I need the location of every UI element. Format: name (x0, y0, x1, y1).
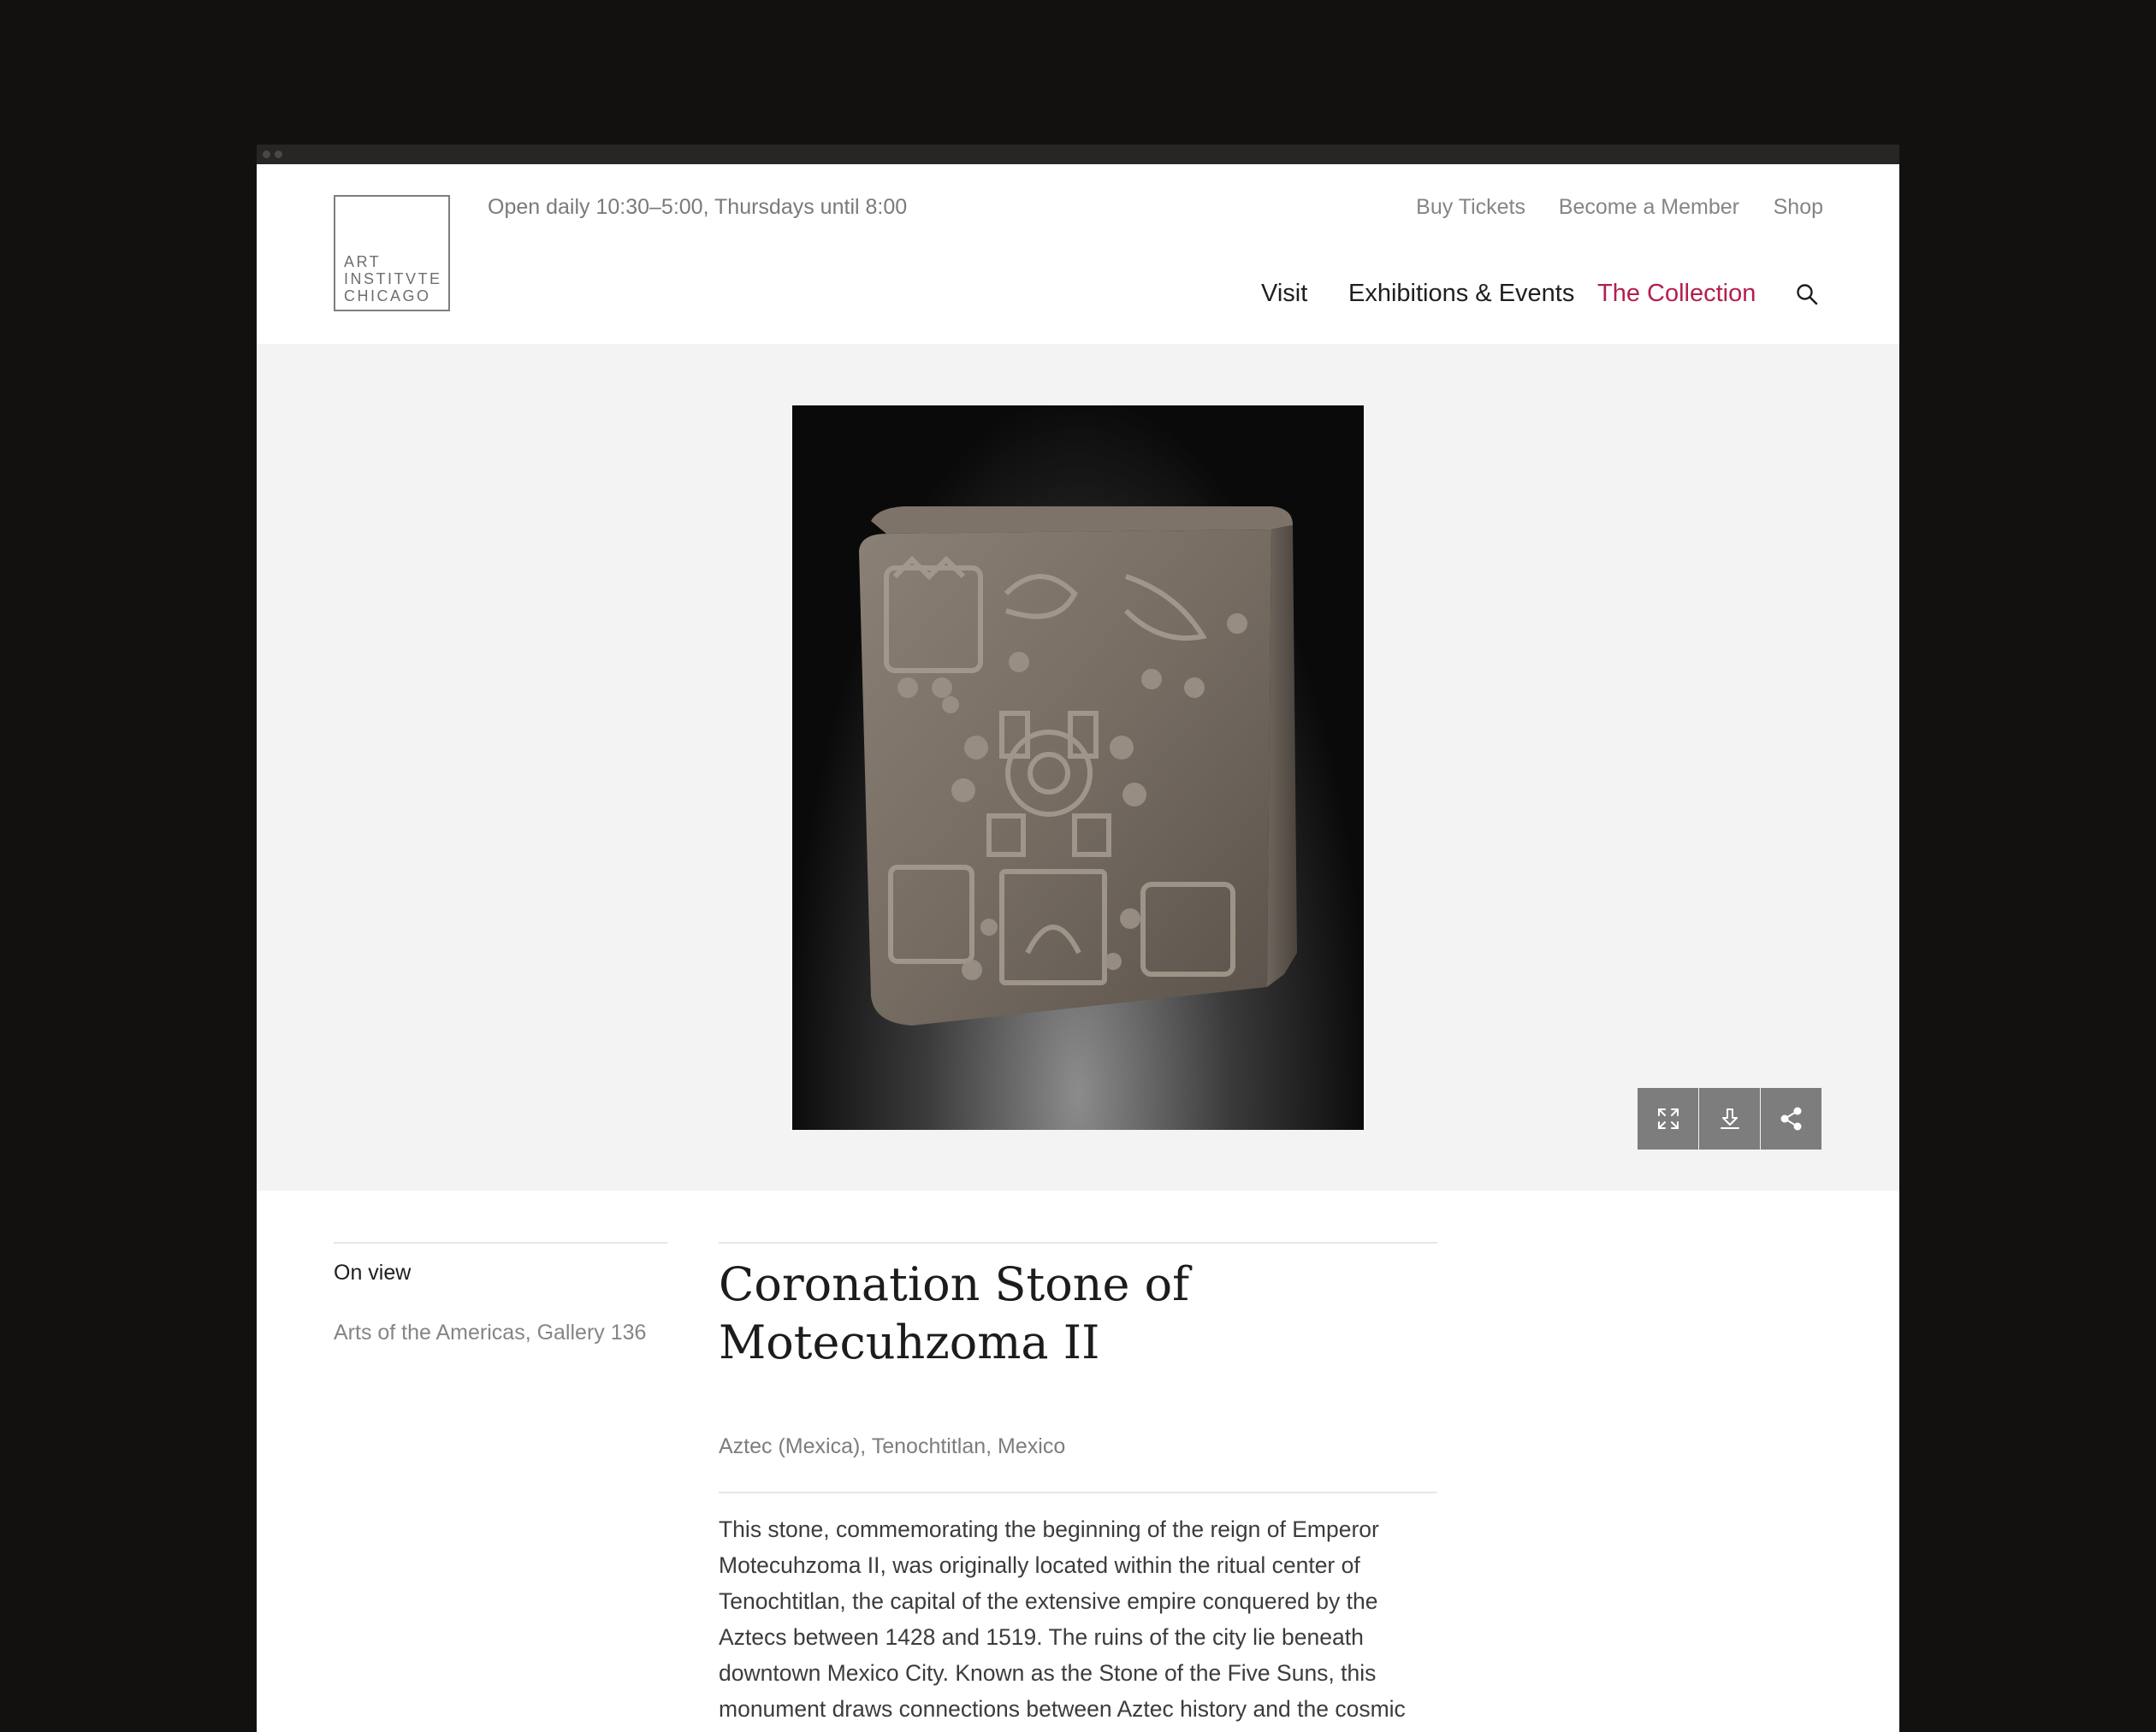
become-member-link[interactable]: Become a Member (1558, 195, 1739, 219)
share-button[interactable] (1761, 1088, 1821, 1150)
expand-button[interactable] (1638, 1088, 1698, 1150)
share-icon (1779, 1106, 1804, 1132)
artwork-description: This stone, commemorating the beginning of the reign of Emperor Motecuhzoma II, was originally located within the ritual center of Tenochtitlan, the capital of the extensive empire conquered by the Aztecs between 1428 and 1519. The ruins of the city lie beneath downtown Mexico City. Known as the Stone of the Five Suns, this monument draws connections between Aztec history and the cosmic (719, 1516, 1406, 1722)
expand-icon (1656, 1106, 1681, 1132)
opening-hours: Open daily 10:30–5:00, Thursdays until 8:00 (488, 195, 908, 219)
download-icon (1717, 1106, 1743, 1132)
artwork-title: Coronation Stone of Motecuhzoma II (719, 1257, 1190, 1369)
search-icon[interactable] (1795, 282, 1819, 306)
nav-exhibitions-events[interactable]: Exhibitions & Events (1348, 280, 1575, 307)
artwork-origin: Aztec (Mexica), Tenochtitlan, Mexico (719, 1434, 1066, 1458)
on-view-sidebar (334, 1242, 667, 1345)
divider (719, 1492, 1437, 1493)
logo-line: CHICAGO (344, 287, 431, 304)
artwork-details (719, 1242, 1437, 1369)
on-view-label: On view (334, 1261, 412, 1285)
nav-visit[interactable]: Visit (1261, 280, 1308, 307)
image-toolbar (1638, 1088, 1821, 1150)
window-control-dot[interactable] (263, 151, 270, 158)
logo-line: ART (344, 253, 382, 270)
browser-window (257, 145, 1899, 1732)
site-header (257, 164, 1899, 344)
coronation-stone-illustration (792, 405, 1364, 1130)
artwork-hero (257, 344, 1899, 1191)
nav-the-collection[interactable]: The Collection (1597, 280, 1756, 307)
download-button[interactable] (1699, 1088, 1760, 1150)
museum-logo[interactable] (334, 195, 450, 311)
logo-line: INSTITVTE (344, 270, 442, 287)
shop-link[interactable]: Shop (1773, 195, 1823, 219)
window-control-dot[interactable] (275, 151, 282, 158)
gallery-location-link[interactable]: Arts of the Americas, Gallery 136 (334, 1321, 647, 1345)
buy-tickets-link[interactable]: Buy Tickets (1416, 195, 1525, 219)
artwork-image[interactable] (792, 405, 1364, 1130)
window-titlebar (257, 145, 1899, 164)
